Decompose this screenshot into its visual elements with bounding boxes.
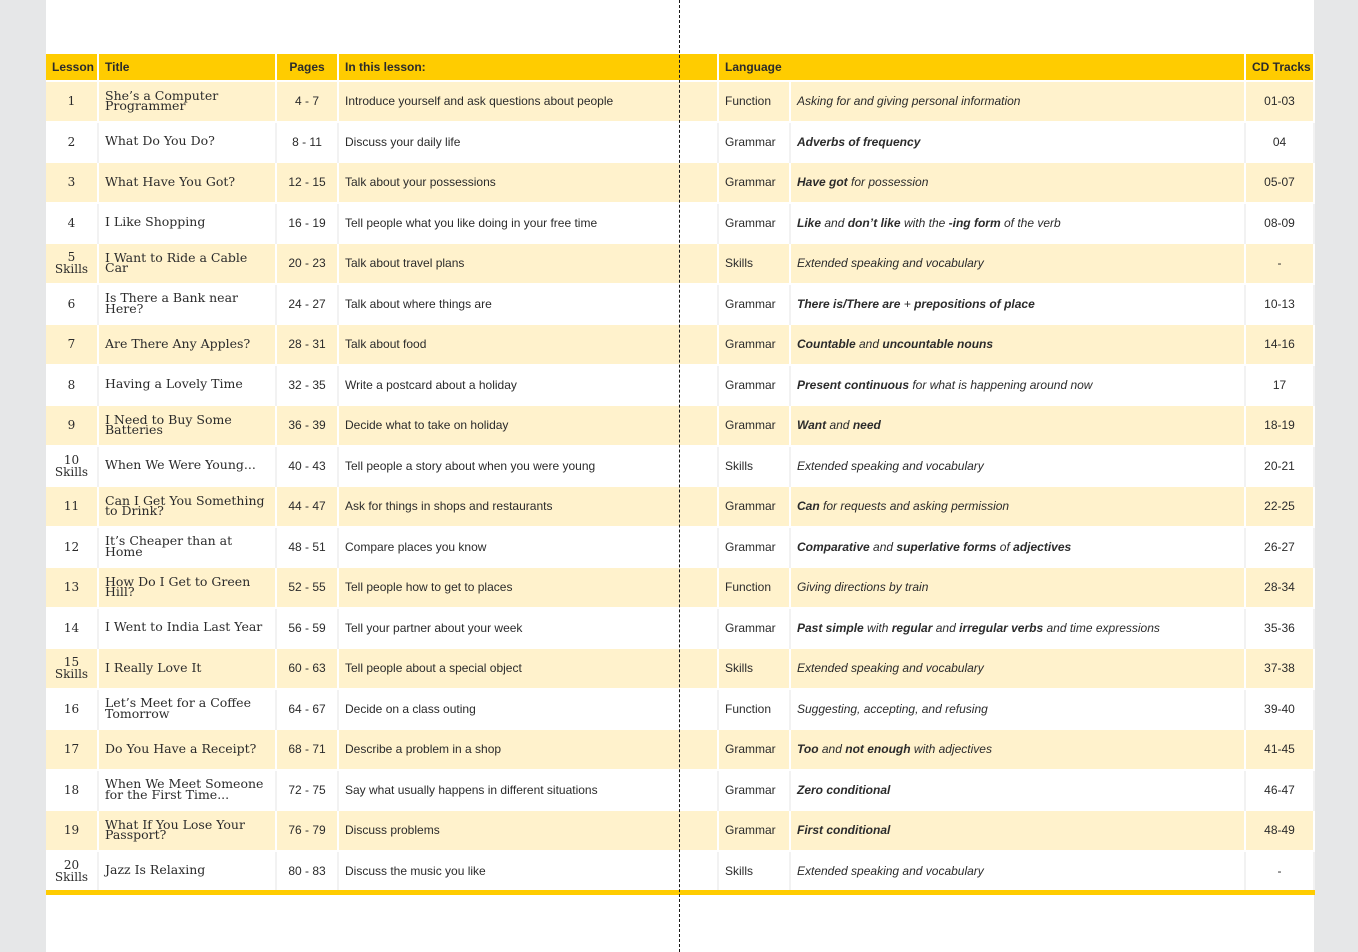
language-text: Asking for and giving personal information — [797, 94, 1021, 109]
lesson-objective: Describe a problem in a shop — [338, 729, 718, 770]
lesson-pages: 32 - 35 — [276, 365, 338, 406]
lesson-number-cell — [46, 689, 98, 730]
lesson-number-cell — [46, 648, 98, 689]
lesson-title: I Want to Ride a Cable Car — [98, 243, 276, 284]
lesson-pages: 16 - 19 — [276, 203, 338, 244]
lesson-pages: 60 - 63 — [276, 648, 338, 689]
cd-tracks: 10-13 — [1245, 284, 1314, 325]
lesson-number: 12 — [63, 539, 80, 554]
lesson-objective: Tell people a story about when you were young — [338, 446, 718, 487]
header-pages: Pages — [276, 54, 338, 81]
language-text: Extended speaking and vocabulary — [797, 863, 984, 878]
lesson-contents-table — [46, 54, 1315, 895]
lesson-number-cell — [46, 405, 98, 446]
page-spine-divider — [679, 0, 680, 952]
language-type: Grammar — [718, 729, 790, 770]
table-row — [46, 851, 1314, 893]
table-row — [46, 446, 1314, 487]
lesson-number: 9 — [67, 418, 76, 433]
table-row — [46, 608, 1314, 649]
table-row — [46, 122, 1314, 163]
cd-tracks: - — [1245, 243, 1314, 284]
language-text: Extended speaking and vocabulary — [797, 256, 984, 271]
language-text: Extended speaking and vocabulary — [797, 661, 984, 676]
language-type: Skills — [718, 648, 790, 689]
lesson-objective: Discuss the music you like — [338, 851, 718, 893]
lesson-pages: 12 - 15 — [276, 162, 338, 203]
language-text: and — [818, 742, 846, 757]
language-keyword: There is/There are — [797, 296, 901, 311]
language-type: Grammar — [718, 486, 790, 527]
lesson-objective: Ask for things in shops and restaurants — [338, 486, 718, 527]
cd-tracks: 26-27 — [1245, 527, 1314, 568]
language-type: Grammar — [718, 203, 790, 244]
language-text: and — [855, 337, 883, 352]
lesson-pages: 20 - 23 — [276, 243, 338, 284]
lesson-objective: Discuss your daily life — [338, 122, 718, 163]
header-language: Language — [718, 54, 1245, 81]
language-type: Grammar — [718, 770, 790, 811]
cd-tracks: 48-49 — [1245, 810, 1314, 851]
language-type: Grammar — [718, 122, 790, 163]
language-text: and — [932, 620, 960, 635]
cd-tracks: 01-03 — [1245, 81, 1314, 122]
table-row — [46, 243, 1314, 284]
cd-tracks: 05-07 — [1245, 162, 1314, 203]
language-keyword: need — [852, 418, 881, 433]
language-text: and — [826, 418, 853, 433]
language-type: Grammar — [718, 527, 790, 568]
table-row — [46, 405, 1314, 446]
lesson-title: It’s Cheaper than at Home — [98, 527, 276, 568]
lesson-number-cell — [46, 365, 98, 406]
language-keyword: irregular verbs — [959, 620, 1044, 635]
language-type: Grammar — [718, 608, 790, 649]
language-text: Giving directions by train — [797, 580, 929, 595]
lesson-number: 10 — [63, 452, 80, 467]
lesson-number: 4 — [67, 215, 76, 230]
language-type: Grammar — [718, 405, 790, 446]
skills-label: Skills — [54, 262, 89, 277]
table-header-row — [46, 54, 1314, 81]
language-keyword: Like — [797, 215, 822, 230]
lesson-objective: Talk about food — [338, 324, 718, 365]
language-keyword: uncountable nouns — [882, 337, 994, 352]
cd-tracks: - — [1245, 851, 1314, 893]
table-row — [46, 162, 1314, 203]
language-text: with adjectives — [910, 742, 992, 757]
lesson-pages: 4 - 7 — [276, 81, 338, 122]
lesson-number: 7 — [67, 337, 76, 352]
lesson-title: Jazz Is Relaxing — [98, 851, 276, 893]
table-row — [46, 324, 1314, 365]
lesson-title: I Need to Buy Some Batteries — [98, 405, 276, 446]
language-text: of — [996, 539, 1014, 554]
cd-tracks: 28-34 — [1245, 567, 1314, 608]
language-keyword: Countable — [797, 337, 856, 352]
language-keyword: Zero conditional — [797, 782, 891, 797]
lesson-title: I Really Love It — [98, 648, 276, 689]
language-type: Function — [718, 689, 790, 730]
lesson-number: 14 — [63, 620, 80, 635]
cd-tracks: 46-47 — [1245, 770, 1314, 811]
lesson-number-cell — [46, 770, 98, 811]
lesson-pages: 28 - 31 — [276, 324, 338, 365]
lesson-objective: Decide on a class outing — [338, 689, 718, 730]
lesson-number: 19 — [63, 823, 80, 838]
language-keyword: don’t like — [847, 215, 901, 230]
lesson-number-cell — [46, 608, 98, 649]
lesson-objective: Tell people how to get to places — [338, 567, 718, 608]
lesson-number-cell — [46, 567, 98, 608]
lesson-title: What Have You Got? — [98, 162, 276, 203]
language-description — [790, 486, 1245, 527]
language-type: Function — [718, 567, 790, 608]
skills-label: Skills — [54, 464, 89, 479]
language-description — [790, 689, 1245, 730]
lesson-number-cell — [46, 446, 98, 487]
table-row — [46, 648, 1314, 689]
language-description — [790, 851, 1245, 893]
lesson-title: What If You Lose Your Passport? — [98, 810, 276, 851]
cd-tracks: 17 — [1245, 365, 1314, 406]
lesson-number: 17 — [63, 742, 80, 757]
lesson-objective: Talk about where things are — [338, 284, 718, 325]
lesson-title: Can I Get You Something to Drink? — [98, 486, 276, 527]
lesson-title: I Like Shopping — [98, 203, 276, 244]
lesson-objective: Talk about your possessions — [338, 162, 718, 203]
language-text: and — [869, 539, 897, 554]
table-row — [46, 81, 1314, 122]
lesson-number-cell — [46, 810, 98, 851]
language-type: Grammar — [718, 810, 790, 851]
language-text: Suggesting, accepting, and refusing — [797, 701, 988, 716]
lesson-title: When We Were Young... — [98, 446, 276, 487]
lesson-number: 8 — [67, 377, 76, 392]
table-row — [46, 689, 1314, 730]
language-keyword: regular — [891, 620, 933, 635]
language-description — [790, 81, 1245, 122]
lesson-pages: 24 - 27 — [276, 284, 338, 325]
cd-tracks: 20-21 — [1245, 446, 1314, 487]
skills-label: Skills — [54, 869, 89, 884]
lesson-objective: Discuss problems — [338, 810, 718, 851]
table-row — [46, 770, 1314, 811]
lesson-pages: 52 - 55 — [276, 567, 338, 608]
language-keyword: First conditional — [797, 823, 891, 838]
language-description — [790, 243, 1245, 284]
language-description — [790, 648, 1245, 689]
language-description — [790, 810, 1245, 851]
language-description — [790, 770, 1245, 811]
language-type: Grammar — [718, 324, 790, 365]
language-keyword: Present continuous — [797, 377, 910, 392]
lesson-title: Are There Any Apples? — [98, 324, 276, 365]
language-text: of the verb — [1000, 215, 1061, 230]
lesson-number-cell — [46, 527, 98, 568]
lesson-title: She’s a Computer Programmer — [98, 81, 276, 122]
cd-tracks: 41-45 — [1245, 729, 1314, 770]
lesson-number: 3 — [67, 175, 76, 190]
language-text: with the — [900, 215, 949, 230]
language-keyword: Too — [797, 742, 819, 757]
cd-tracks: 04 — [1245, 122, 1314, 163]
lesson-number-cell — [46, 324, 98, 365]
header-in-this-lesson: In this lesson: — [338, 54, 718, 81]
header-lesson: Lesson — [46, 54, 98, 81]
lesson-pages: 44 - 47 — [276, 486, 338, 527]
lesson-pages: 64 - 67 — [276, 689, 338, 730]
lesson-objective: Tell your partner about your week — [338, 608, 718, 649]
language-text: for possession — [847, 175, 929, 190]
header-cd-tracks: CD Tracks — [1245, 54, 1314, 81]
language-description — [790, 527, 1245, 568]
lesson-objective: Compare places you know — [338, 527, 718, 568]
lesson-objective: Decide what to take on holiday — [338, 405, 718, 446]
language-type: Skills — [718, 243, 790, 284]
lesson-pages: 68 - 71 — [276, 729, 338, 770]
cd-tracks: 35-36 — [1245, 608, 1314, 649]
language-text: and — [821, 215, 848, 230]
language-type: Grammar — [718, 365, 790, 406]
lesson-pages: 80 - 83 — [276, 851, 338, 893]
lesson-objective: Introduce yourself and ask questions about people — [338, 81, 718, 122]
cd-tracks: 18-19 — [1245, 405, 1314, 446]
cd-tracks: 37-38 — [1245, 648, 1314, 689]
language-description — [790, 729, 1245, 770]
language-description — [790, 446, 1245, 487]
language-text: Extended speaking and vocabulary — [797, 458, 984, 473]
lesson-number: 5 — [67, 250, 76, 265]
lesson-number: 20 — [63, 857, 80, 872]
table-row — [46, 810, 1314, 851]
language-type: Skills — [718, 446, 790, 487]
language-text: for requests and asking permission — [819, 499, 1010, 514]
language-text: for what is happening around now — [909, 377, 1093, 392]
lesson-number-cell — [46, 243, 98, 284]
language-text: and time expressions — [1043, 620, 1160, 635]
lesson-number: 16 — [63, 701, 80, 716]
language-type: Function — [718, 81, 790, 122]
language-description — [790, 567, 1245, 608]
lesson-number: 15 — [63, 655, 80, 670]
lesson-number: 2 — [67, 134, 76, 149]
language-type: Grammar — [718, 284, 790, 325]
table-row — [46, 486, 1314, 527]
lesson-pages: 48 - 51 — [276, 527, 338, 568]
lesson-title: I Went to India Last Year — [98, 608, 276, 649]
lesson-title: Let’s Meet for a Coffee Tomorrow — [98, 689, 276, 730]
language-keyword: not enough — [845, 742, 911, 757]
table-row — [46, 203, 1314, 244]
lesson-title: When We Meet Someone for the First Time... — [98, 770, 276, 811]
lesson-number-cell — [46, 851, 98, 893]
language-text: with — [863, 620, 892, 635]
language-keyword: adjectives — [1013, 539, 1072, 554]
lesson-title: Do You Have a Receipt? — [98, 729, 276, 770]
lesson-title: Is There a Bank near Here? — [98, 284, 276, 325]
language-description — [790, 608, 1245, 649]
language-description — [790, 162, 1245, 203]
lesson-title: How Do I Get to Green Hill? — [98, 567, 276, 608]
lesson-number: 18 — [63, 782, 80, 797]
language-description — [790, 405, 1245, 446]
table-row — [46, 567, 1314, 608]
lesson-number: 1 — [67, 94, 76, 109]
lesson-pages: 76 - 79 — [276, 810, 338, 851]
table-row — [46, 729, 1314, 770]
lesson-objective: Say what usually happens in different situations — [338, 770, 718, 811]
cd-tracks: 08-09 — [1245, 203, 1314, 244]
lesson-number-cell — [46, 284, 98, 325]
lesson-number-cell — [46, 81, 98, 122]
lesson-number: 6 — [67, 296, 76, 311]
language-keyword: Want — [797, 418, 827, 433]
lesson-number-cell — [46, 162, 98, 203]
lesson-number-cell — [46, 203, 98, 244]
language-description — [790, 365, 1245, 406]
cd-tracks: 39-40 — [1245, 689, 1314, 730]
lesson-objective: Talk about travel plans — [338, 243, 718, 284]
language-description — [790, 324, 1245, 365]
language-keyword: superlative forms — [896, 539, 997, 554]
lesson-number-cell — [46, 122, 98, 163]
cd-tracks: 14-16 — [1245, 324, 1314, 365]
language-text: + — [900, 296, 915, 311]
language-keyword: Comparative — [797, 539, 870, 554]
table-row — [46, 527, 1314, 568]
lesson-objective: Tell people about a special object — [338, 648, 718, 689]
lesson-number-cell — [46, 486, 98, 527]
language-description — [790, 203, 1245, 244]
lesson-title: Having a Lovely Time — [98, 365, 276, 406]
language-type: Skills — [718, 851, 790, 893]
language-description — [790, 122, 1245, 163]
cd-tracks: 22-25 — [1245, 486, 1314, 527]
lesson-objective: Write a postcard about a holiday — [338, 365, 718, 406]
language-keyword: Have got — [797, 175, 848, 190]
language-keyword: Can — [797, 499, 820, 514]
lesson-title: What Do You Do? — [98, 122, 276, 163]
language-keyword: Past simple — [797, 620, 864, 635]
table-row — [46, 365, 1314, 406]
lesson-pages: 72 - 75 — [276, 770, 338, 811]
lesson-pages: 40 - 43 — [276, 446, 338, 487]
header-title: Title — [98, 54, 276, 81]
table-body — [46, 81, 1314, 893]
lesson-pages: 56 - 59 — [276, 608, 338, 649]
language-keyword: Adverbs of frequency — [797, 134, 921, 149]
language-description — [790, 284, 1245, 325]
lesson-number: 13 — [63, 580, 80, 595]
lesson-number-cell — [46, 729, 98, 770]
skills-label: Skills — [54, 667, 89, 682]
table-row — [46, 284, 1314, 325]
lesson-number: 11 — [63, 499, 80, 514]
lesson-objective: Tell people what you like doing in your free time — [338, 203, 718, 244]
language-type: Grammar — [718, 162, 790, 203]
lesson-pages: 8 - 11 — [276, 122, 338, 163]
language-keyword: prepositions of place — [914, 296, 1035, 311]
lesson-pages: 36 - 39 — [276, 405, 338, 446]
language-keyword: -ing form — [948, 215, 1001, 230]
